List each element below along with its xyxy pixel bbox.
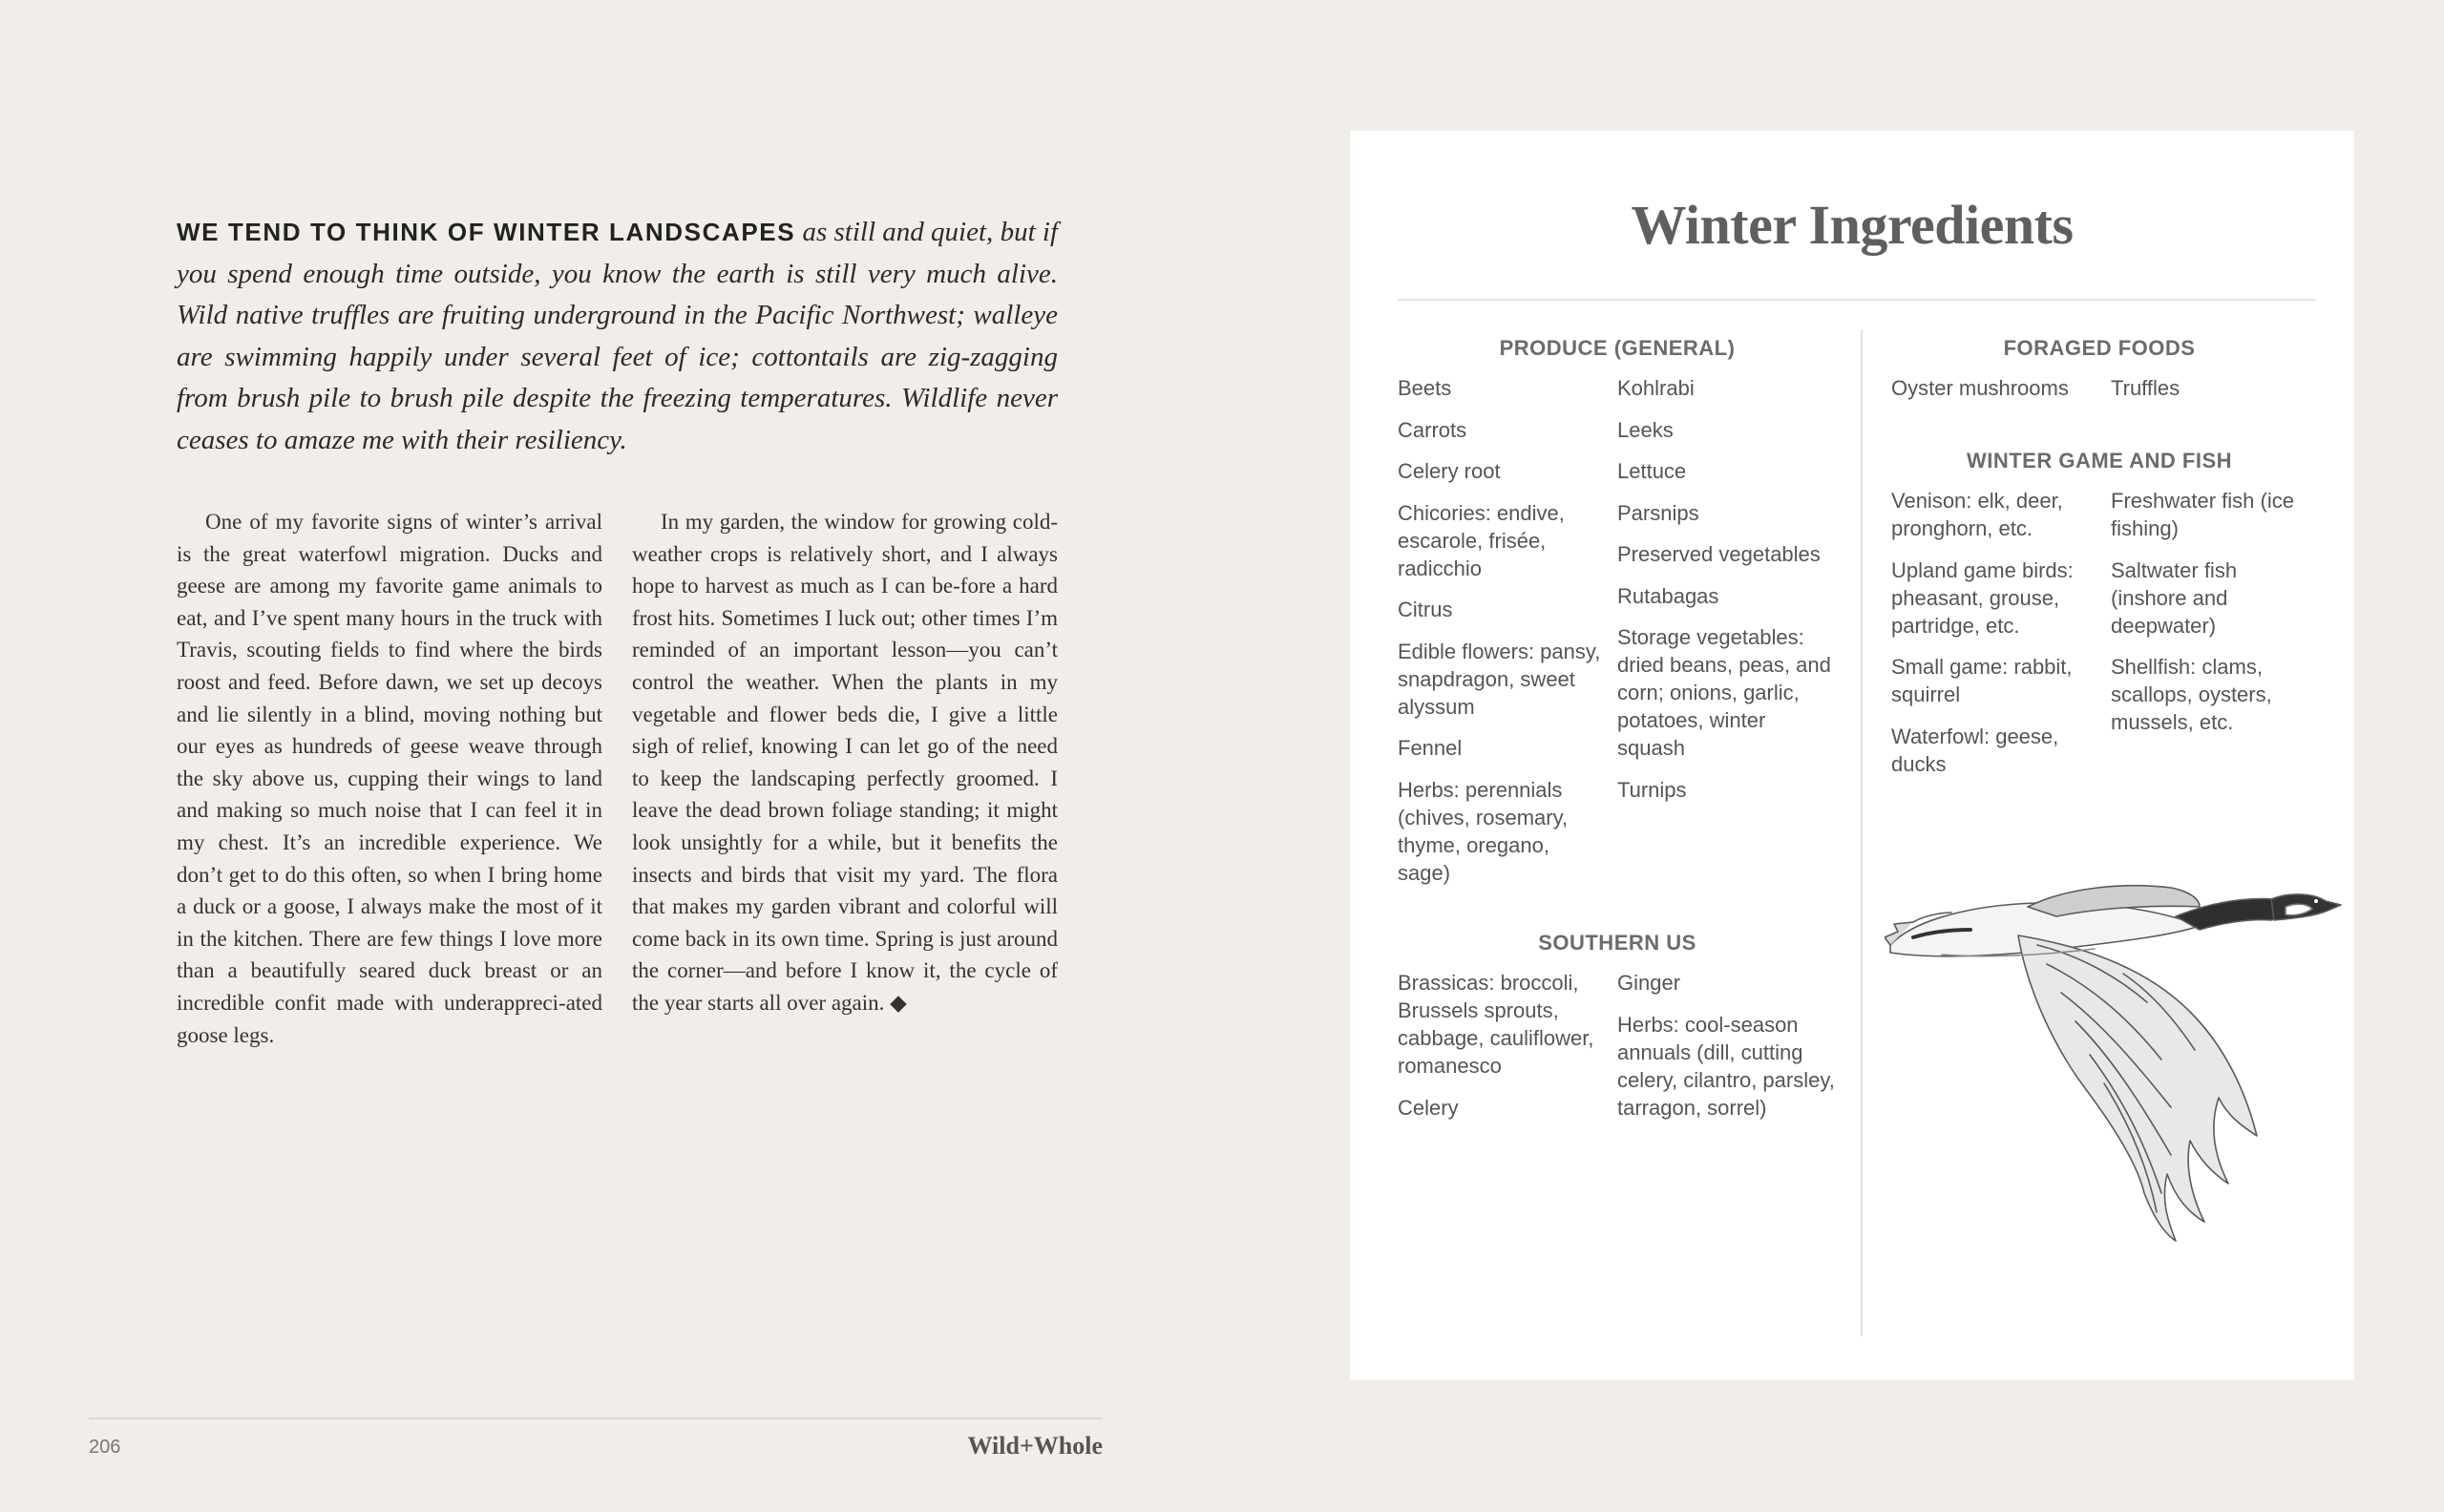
list-item: Leeks xyxy=(1617,417,1674,442)
list-item: Chicories: endive, escarole, frisée, radicchio xyxy=(1398,500,1565,580)
game-heading: WINTER GAME AND FISH xyxy=(1966,449,2233,472)
list-item: Celery root xyxy=(1398,459,1501,483)
game-list-a xyxy=(1891,487,2103,791)
list-item: Herbs: cool-season annuals (dill, cutting celery, cilantro, parsley, tarragon, sorrel) xyxy=(1617,1012,1835,1120)
foraged-heading: FORAGED FOODS xyxy=(2003,336,2196,360)
produce-list-b xyxy=(1617,374,1839,817)
list-item: Upland game birds: pheasant, grouse, partridge, etc. xyxy=(1891,557,2074,638)
list-item: Citrus xyxy=(1398,598,1453,621)
list-item: Rutabagas xyxy=(1617,583,1719,608)
list-item: Saltwater fish (inshore and deepwater) xyxy=(2111,557,2238,638)
card-title: Winter Ingredients xyxy=(1631,194,2074,256)
list-item: Waterfowl: geese, ducks xyxy=(1891,724,2059,776)
list-item: Small game: rabbit, squirrel xyxy=(1891,655,2073,706)
southern-list-b xyxy=(1617,969,1839,1135)
list-item: Storage vegetables: dried beans, peas, and corn; onions, garlic, potatoes, winter squash xyxy=(1617,625,1831,760)
foraged-list-a xyxy=(1891,374,2101,416)
body-paragraph: One of my favorite signs of winter’s arrival is the great waterfowl migration. Ducks and geese are among my favorite game animals to eat, and I’ve spent many hours in the truck with Travis, scouting fields to find where the birds roost and feed. Before dawn, we set up decoys and lie silently in a blind, moving nothing but our eyes as hundreds of geese weave through the sky above us, cupping their wings to land and making so much noise that I can feel it in my chest. It’s an incredible experience. We don’t get to do this often, so when I bring home a duck or a goose, I always make the most of it in the kitchen. There are few things I love more than a beautifully seared duck breast or an incredible confit made with underappreci-ated goose legs. xyxy=(177,510,602,1047)
body-paragraph: In my garden, the window for growing cold-weather crops is relatively short, and I always hope to harvest as much as I can be-fore a hard frost hits. Sometimes I luck out; other times I’m reminded of an important lesson—you can’t control the weather. When the plants in my vegetable and flower beds die, I give a little sigh of relief, knowing I can let go of the need to keep the landscaping perfectly groomed. I leave the dead brown foliage standing; it might look unsightly for a while, but it benefits the insects and birds that visit my yard. The flora that makes my garden vibrant and colorful will come back in its own time. Spring is just around the corner—and before I know it, the cycle of the year starts all over again. ◆ xyxy=(632,510,1058,1015)
list-item: Lettuce xyxy=(1617,459,1687,483)
list-item: Venison: elk, deer, pronghorn, etc. xyxy=(1891,489,2063,540)
list-item: Freshwater fish (ice fishing) xyxy=(2111,489,2294,540)
southern-heading: SOUTHERN US xyxy=(1538,931,1696,955)
list-item: Oyster mushrooms xyxy=(1891,376,2069,400)
list-item: Brassicas: broccoli, Brussels sprouts, cabbage, cauliflower, romanesco xyxy=(1398,971,1594,1078)
list-item: Parsnips xyxy=(1617,500,1699,525)
produce-list-a xyxy=(1398,374,1608,900)
list-item: Ginger xyxy=(1617,971,1681,995)
list-item: Celery xyxy=(1398,1095,1459,1120)
title-divider xyxy=(1398,299,2316,301)
list-item: Fennel xyxy=(1398,736,1463,760)
list-item: Carrots xyxy=(1398,417,1467,442)
list-item: Edible flowers: pansy, snapdragon, sweet alyssum xyxy=(1398,639,1601,719)
list-item: Shellfish: clams, scallops, oysters, mussels, etc. xyxy=(2111,655,2272,734)
column-divider xyxy=(1861,329,1863,1336)
list-item: Kohlrabi xyxy=(1617,376,1695,400)
foraged-list-b xyxy=(2111,374,2311,416)
southern-list-a xyxy=(1398,969,1612,1135)
produce-heading: PRODUCE (GENERAL) xyxy=(1499,336,1736,360)
book-brand: Wild+Whole xyxy=(967,1432,1103,1460)
intro-lead: WE TEND TO THINK OF WINTER LANDSCAPES xyxy=(177,218,796,246)
list-item: Beets xyxy=(1398,376,1452,400)
goose-illustration xyxy=(1885,878,2343,1298)
list-item: Turnips xyxy=(1617,777,1687,802)
body-column-1 xyxy=(177,506,602,1051)
list-item: Preserved vegetables xyxy=(1617,542,1821,566)
intro-text: as still and quiet, but if you spend enough time outside, you know the earth is still very much alive. Wild native truffles are fruiting underground in the Pacific Northwest; walleye are swimming happily under several feet of ice; cottontails are zig-zagging from brush pile to brush pile despite the freezing temperatures. Wildlife never ceases to amaze me with their resiliency. xyxy=(177,217,1059,455)
ingredients-card xyxy=(1350,131,2354,1380)
intro-paragraph xyxy=(177,212,1058,461)
footer-divider xyxy=(89,1418,1103,1419)
body-column-2 xyxy=(632,506,1058,1019)
list-item: Herbs: perennials (chives, rosemary, thyme, oregano, sage) xyxy=(1398,777,1569,885)
page-number: 206 xyxy=(89,1437,121,1458)
list-item: Truffles xyxy=(2111,376,2181,400)
game-list-b xyxy=(2111,487,2311,750)
